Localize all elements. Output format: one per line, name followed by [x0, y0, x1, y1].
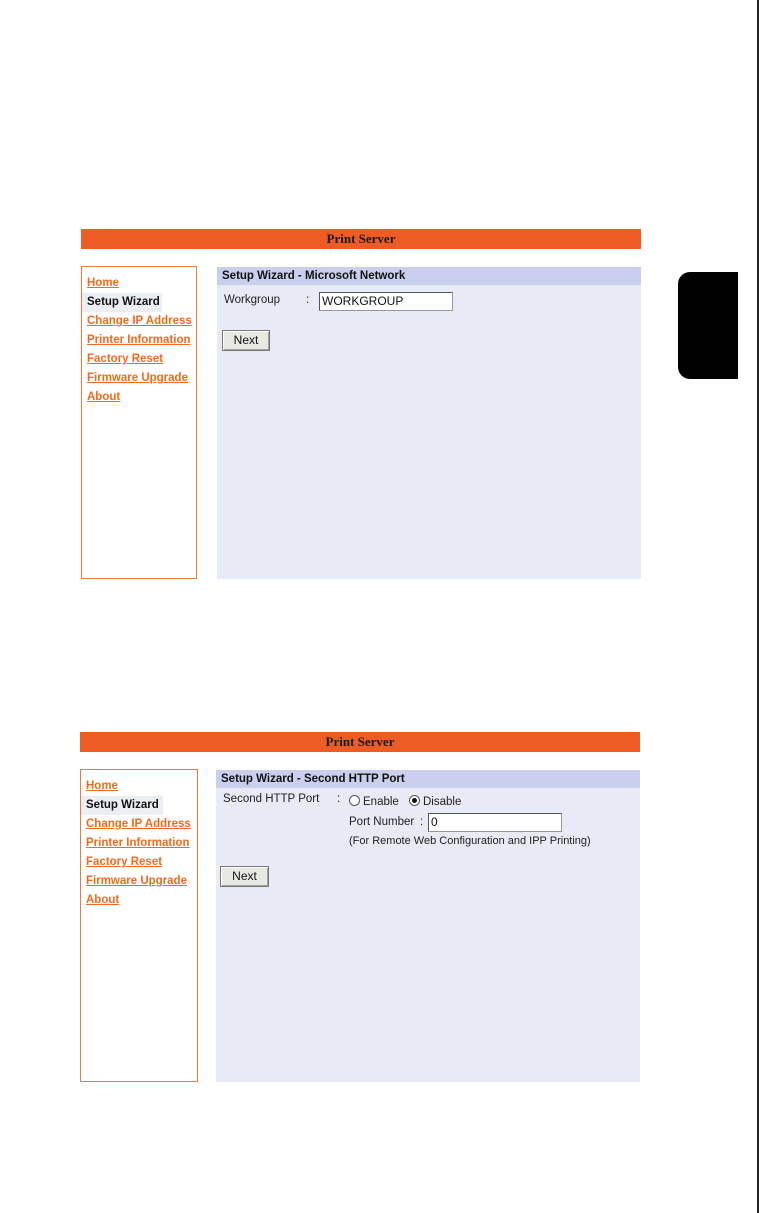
disable-radio[interactable]	[409, 795, 420, 806]
enable-option[interactable]	[349, 795, 399, 808]
nav-firmware-upgrade[interactable]: Firmware Upgrade	[87, 372, 188, 384]
content-panel	[217, 267, 641, 579]
screenshot-second-http-port	[80, 732, 640, 906]
content-header: Setup Wizard - Second HTTP Port	[216, 770, 640, 788]
content-panel	[216, 770, 640, 1082]
title-bar: Print Server	[81, 229, 641, 249]
second-http-port-label: Second HTTP Port	[223, 793, 320, 805]
disable-option[interactable]	[409, 795, 461, 808]
nav-setup-wizard[interactable]: Setup Wizard	[81, 796, 163, 815]
port-number-separator: :	[420, 816, 424, 828]
nav-change-ip-address[interactable]: Change IP Address	[87, 315, 192, 327]
port-note: (For Remote Web Configuration and IPP Printing)	[349, 835, 591, 847]
nav-factory-reset[interactable]: Factory Reset	[87, 353, 164, 365]
disable-label: Disable	[423, 796, 462, 808]
port-number-label: Port Number	[349, 816, 415, 828]
port-number-input[interactable]: 0	[428, 813, 562, 832]
workgroup-separator: :	[306, 294, 310, 306]
nav-firmware-upgrade[interactable]: Firmware Upgrade	[86, 875, 187, 887]
screenshot-microsoft-network	[81, 229, 641, 403]
nav-about[interactable]: About	[86, 894, 120, 906]
nav-setup-wizard[interactable]: Setup Wizard	[82, 293, 162, 312]
next-button[interactable]: Next	[220, 866, 269, 887]
content-header: Setup Wizard - Microsoft Network	[217, 267, 641, 285]
section-tab	[678, 272, 738, 379]
enable-label: Enable	[363, 796, 399, 808]
nav-change-ip-address[interactable]: Change IP Address	[86, 818, 191, 830]
next-button[interactable]: Next	[222, 330, 270, 351]
enable-radio[interactable]	[349, 795, 360, 806]
second-http-port-separator: :	[337, 793, 341, 805]
nav-printer-information[interactable]: Printer Information	[87, 334, 191, 346]
sidebar-nav	[81, 266, 197, 579]
nav-printer-information[interactable]: Printer Information	[86, 837, 190, 849]
title-bar: Print Server	[80, 732, 640, 752]
page-trim-line	[757, 0, 759, 1213]
nav-home[interactable]: Home	[87, 277, 119, 289]
workgroup-input[interactable]: WORKGROUP	[319, 292, 453, 311]
nav-factory-reset[interactable]: Factory Reset	[86, 856, 163, 868]
nav-about[interactable]: About	[87, 391, 121, 403]
workgroup-label: Workgroup	[224, 294, 281, 306]
sidebar-nav	[80, 769, 198, 1082]
nav-home[interactable]: Home	[86, 780, 118, 792]
